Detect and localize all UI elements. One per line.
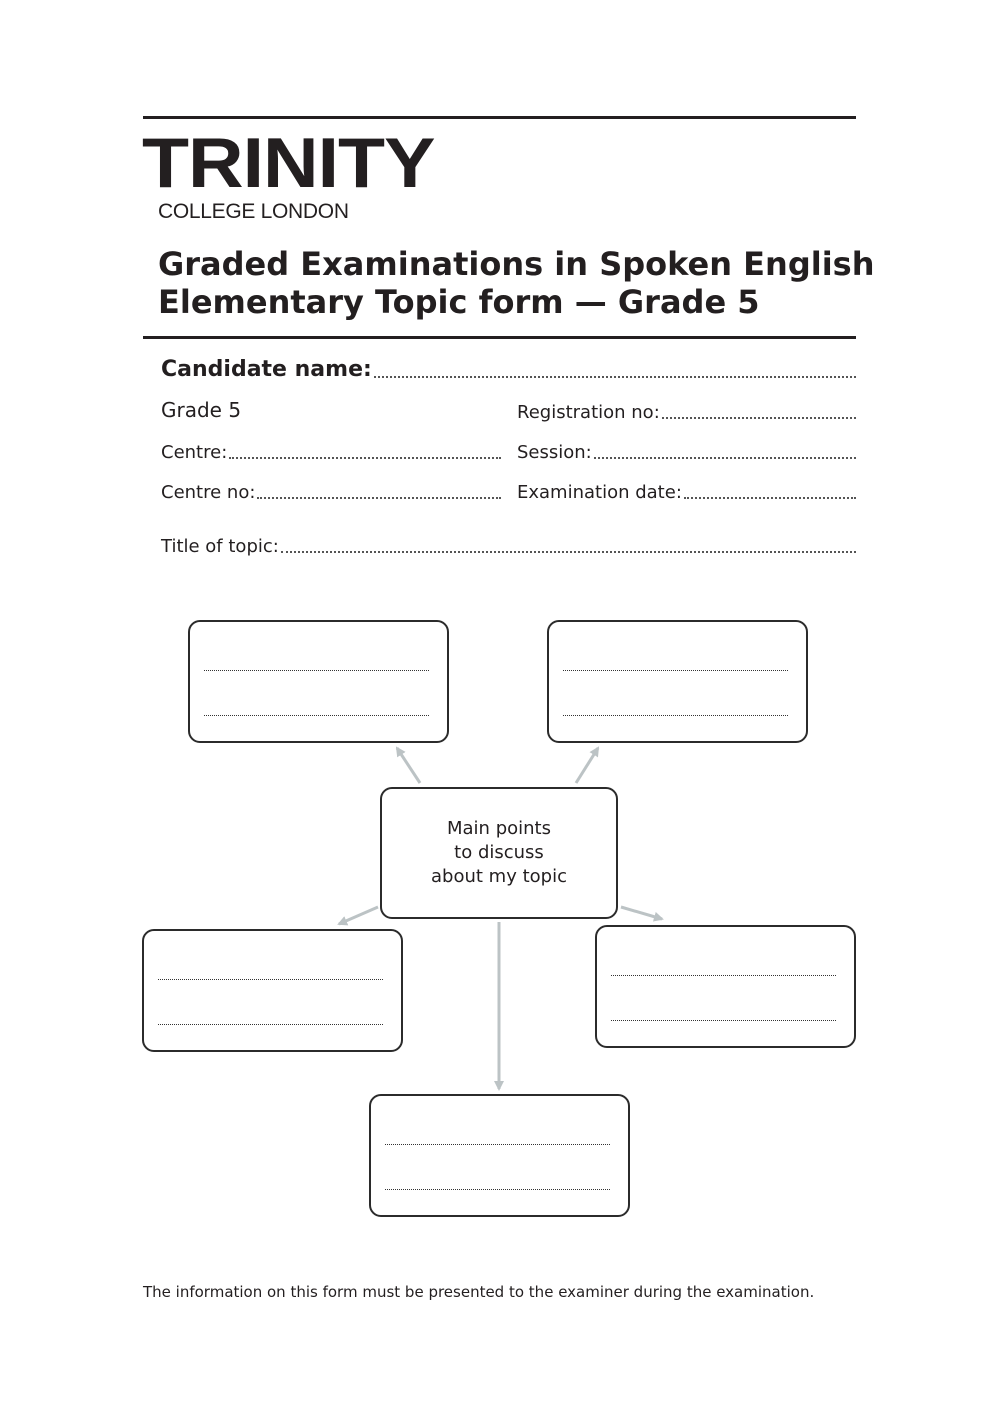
centre-no-label: Centre no: xyxy=(161,482,256,503)
topic-point-box-middle-left[interactable] xyxy=(142,929,403,1052)
arrow-middle-left xyxy=(339,907,378,924)
writing-line[interactable] xyxy=(385,1144,610,1145)
trinity-logo-subtitle: COLLEGE LONDON xyxy=(158,200,349,223)
writing-line[interactable] xyxy=(611,975,836,976)
writing-line[interactable] xyxy=(611,1020,836,1021)
registration-no-label: Registration no: xyxy=(517,402,660,423)
writing-line[interactable] xyxy=(385,1189,610,1190)
writing-line[interactable] xyxy=(158,1024,383,1025)
topic-point-box-bottom[interactable] xyxy=(369,1094,630,1217)
centre-label: Centre: xyxy=(161,442,228,463)
writing-line[interactable] xyxy=(563,670,788,671)
writing-line[interactable] xyxy=(563,715,788,716)
form-title-line1: Graded Examinations in Spoken English xyxy=(158,245,875,283)
arrow-top-left xyxy=(397,748,420,783)
trinity-logo-wordmark: TRINITY xyxy=(142,123,435,203)
writing-line[interactable] xyxy=(158,979,383,980)
candidate-name-label: Candidate name: xyxy=(161,357,372,382)
arrow-top-right xyxy=(576,748,598,783)
topic-point-box-middle-right[interactable] xyxy=(595,925,856,1048)
writing-line[interactable] xyxy=(204,715,429,716)
form-title-line2: Elementary Topic form — Grade 5 xyxy=(158,283,760,321)
topic-point-box-top-right[interactable] xyxy=(547,620,808,743)
examination-date-label: Examination date: xyxy=(517,482,682,503)
main-points-center-box xyxy=(380,787,618,919)
topic-point-box-top-left[interactable] xyxy=(188,620,449,743)
grade-label: Grade 5 xyxy=(161,398,242,422)
writing-line[interactable] xyxy=(204,670,429,671)
session-label: Session: xyxy=(517,442,592,463)
arrow-middle-right xyxy=(621,907,662,919)
main-points-text: Main points to discuss about my topic xyxy=(431,818,567,887)
title-of-topic-label: Title of topic: xyxy=(161,536,279,557)
footer-note: The information on this form must be presented to the examiner during the examination. xyxy=(143,1283,815,1301)
